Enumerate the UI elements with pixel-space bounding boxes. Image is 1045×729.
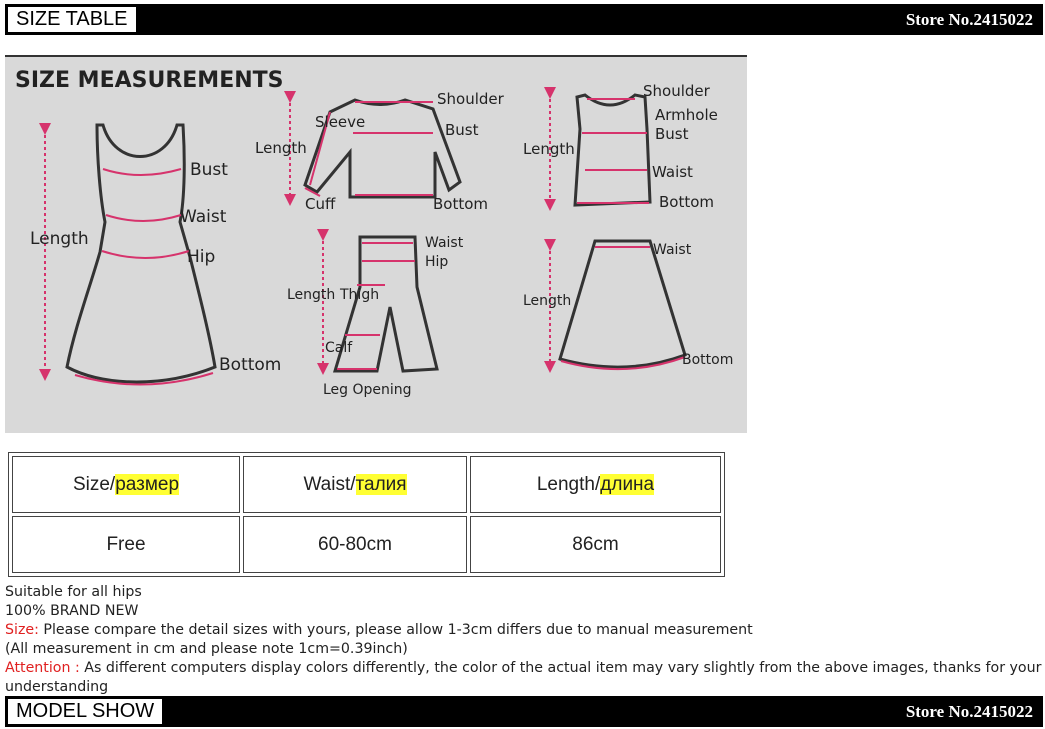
top-label-length: Length — [255, 139, 307, 157]
size-measurements-diagram — [5, 55, 747, 433]
dress-label-waist: Waist — [180, 207, 227, 227]
pants-label-thigh: Thigh — [340, 287, 380, 303]
table-row — [12, 516, 721, 573]
header-waist-en: Waist/ — [303, 473, 356, 495]
note-attention — [5, 659, 1045, 697]
top-label-sleeve: Sleeve — [315, 113, 366, 131]
note-hips: Suitable for all hips — [5, 584, 142, 600]
header-size-en: Size/ — [72, 473, 116, 495]
header-length-en: Length/ — [536, 473, 601, 495]
header-length — [470, 456, 721, 513]
note-brand-new: 100% BRAND NEW — [5, 603, 139, 619]
note-attention-label: Attention : — [5, 660, 80, 676]
cell-size: Free — [12, 516, 240, 573]
skirt-label-waist: Waist — [653, 242, 692, 258]
cell-waist: 60-80cm — [243, 516, 467, 573]
pants-label-leg-opening: Leg Opening — [323, 382, 412, 398]
header-length-ru: длина — [600, 473, 655, 495]
pants-label-calf: Calf — [325, 340, 353, 356]
note-size — [5, 621, 1045, 640]
product-notes — [5, 583, 1045, 697]
note-size-label: Size: — [5, 622, 39, 638]
skirt-illustration — [560, 241, 685, 367]
header-size — [12, 456, 240, 513]
top-label-bust: Bust — [445, 121, 479, 139]
tank-label-bottom: Bottom — [659, 193, 715, 211]
pants-label-waist: Waist — [425, 235, 464, 251]
header-size-ru: размер — [115, 473, 180, 495]
section-tag: SIZE TABLE — [8, 7, 136, 32]
dress-label-bottom: Bottom — [219, 355, 282, 375]
tank-label-length: Length — [523, 140, 575, 158]
pants-label-length: Length — [287, 287, 336, 303]
size-table — [8, 452, 725, 577]
store-number: Store No.2415022 — [905, 10, 1033, 29]
header-waist — [243, 456, 467, 513]
section-tag: MODEL SHOW — [8, 699, 162, 724]
diagram-title: SIZE MEASUREMENTS — [15, 68, 284, 93]
dress-label-length: Length — [30, 229, 89, 249]
note-measurement: (All measurement in cm and please note 1cm=0.39inch) — [5, 641, 408, 657]
store-number: Store No.2415022 — [905, 702, 1033, 721]
dress-label-hip: Hip — [187, 247, 216, 267]
header-waist-ru: талия — [355, 473, 407, 495]
garment-illustrations — [5, 57, 747, 433]
tank-label-bust: Bust — [655, 125, 689, 143]
top-label-shoulder: Shoulder — [437, 90, 504, 108]
top-label-bottom: Bottom — [433, 195, 489, 213]
cell-length: 86cm — [470, 516, 721, 573]
model-show-bar — [5, 696, 1043, 727]
tank-label-shoulder: Shoulder — [643, 82, 710, 100]
note-attention-text: As different computers display colors differently, the color of the actual item may vary slightly from the above images, thanks for your understanding — [5, 660, 1042, 695]
dress-label-bust: Bust — [190, 160, 228, 180]
note-size-text: Please compare the detail sizes with yours, please allow 1-3cm differs due to manual measurement — [38, 622, 753, 638]
tank-label-armhole: Armhole — [655, 106, 718, 124]
skirt-label-length: Length — [523, 293, 572, 309]
header-bar — [5, 4, 1043, 35]
table-header-row — [12, 456, 721, 513]
pants-label-hip: Hip — [425, 254, 449, 270]
skirt-label-bottom: Bottom — [682, 352, 734, 368]
tank-illustration — [575, 95, 650, 205]
tank-label-waist: Waist — [652, 163, 693, 181]
top-label-cuff: Cuff — [305, 195, 336, 213]
